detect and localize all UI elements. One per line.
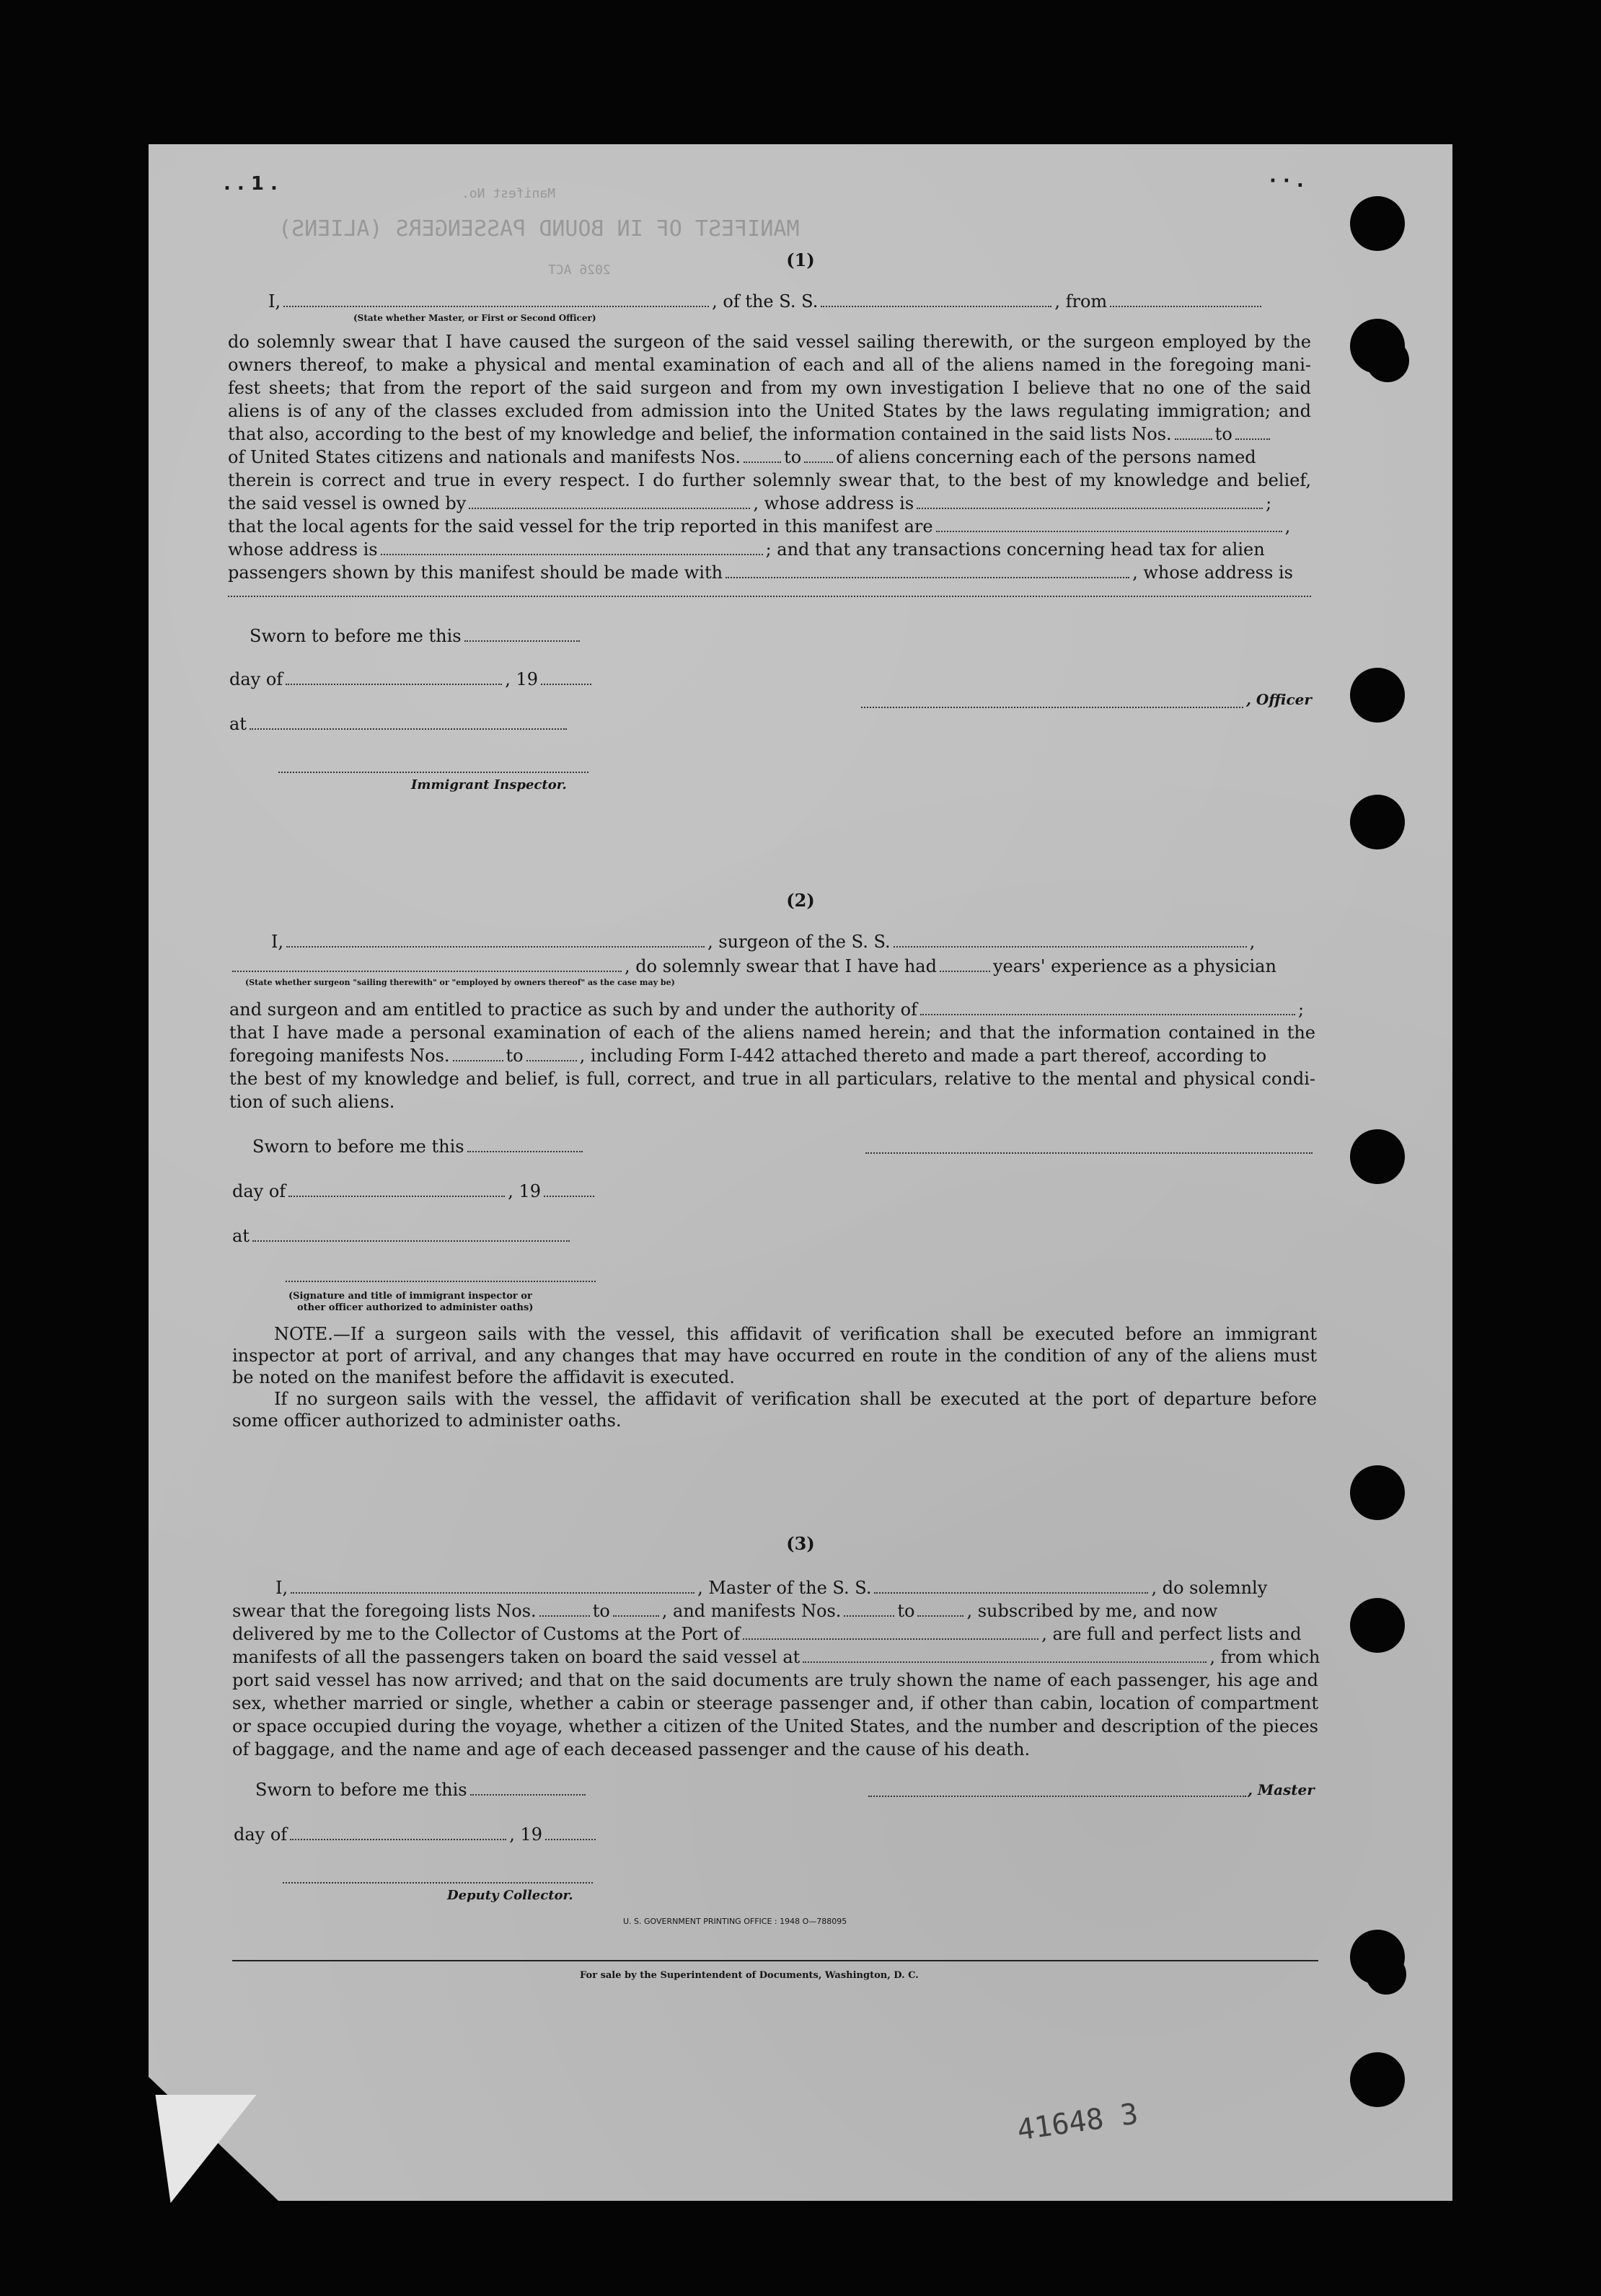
s2-note-line-3: be noted on the manifest before the affidavit is executed.: [232, 1367, 735, 1387]
s2-inspector-sign-line: [286, 1281, 596, 1282]
s1-address-line: [228, 596, 1311, 597]
s1-line-11: [228, 539, 1311, 560]
s1-day-line: [229, 669, 594, 689]
s1-text: to: [1214, 424, 1232, 444]
s2-text: , do solemnly swear that I have had: [625, 956, 937, 976]
s2-note-line-4: If no surgeon sails with the vessel, the affidavit of verification shall be executed at the port of departure before: [274, 1389, 1317, 1409]
s2-note-line-5: some officer authorized to administer oaths.: [232, 1410, 622, 1431]
s2-text: day of: [232, 1181, 286, 1201]
s2-text: ,: [1249, 932, 1256, 952]
s3-line-2: [232, 1601, 1318, 1621]
s1-text: to: [784, 447, 802, 467]
s3-line-3: [232, 1624, 1318, 1644]
s2-sig-note-1: (Signature and title of immigrant inspector or: [288, 1291, 532, 1302]
s2-text: years' experience as a physician: [992, 956, 1276, 976]
s3-collector-label: Deputy Collector.: [447, 1888, 573, 1903]
punch-hole: [1350, 2052, 1405, 2107]
corner-mark-right: · · .: [1269, 170, 1304, 192]
s1-text: that the local agents for the said vessel for the trip reported in this manifest are: [228, 516, 933, 537]
s1-text: ,: [1284, 516, 1291, 537]
s1-text: , whose address is: [753, 493, 914, 513]
s1-inspector-sign-line: [278, 772, 588, 773]
s1-line-1: [268, 291, 1314, 312]
s2-text: , 19: [508, 1181, 541, 1201]
s2-text: , including Form I-442 attached thereto and made a part thereof, according to: [579, 1046, 1267, 1066]
s2-text: I,: [271, 932, 284, 952]
bleed-through-act: 2026 ACT: [548, 262, 611, 278]
footer-rule: [232, 1960, 1318, 1961]
s1-officer-note: (State whether Master, or First or Second Officer): [353, 313, 596, 323]
s2-note-label: NOTE.: [274, 1324, 333, 1344]
section-1-heading: (1): [786, 250, 815, 270]
s1-line-6: [228, 424, 1311, 444]
corner-mark-left: . . 1 .: [224, 173, 278, 195]
s3-text: , do solemnly: [1151, 1578, 1268, 1598]
s2-sworn-line: [252, 1136, 586, 1157]
s3-line-7: or space occupied during the voyage, whether a citizen of the United States, and the number and description of the pieces: [232, 1716, 1318, 1736]
s2-surgeon-note: (State whether surgeon "sailing therewith" or "employed by owners thereof" as the case may be): [245, 978, 675, 987]
s1-text: ; and that any transactions concerning head tax for alien: [765, 539, 1265, 560]
s2-text: Sworn to before me this: [252, 1136, 464, 1157]
s3-text: , and manifests Nos.: [661, 1601, 842, 1621]
punch-hole: [1350, 1598, 1405, 1653]
s1-line-8: therein is correct and true in every respect. I do further solemnly swear that, to the best of my knowledge and belief,: [228, 470, 1311, 490]
stamp-number: 41648 3: [1015, 2097, 1140, 2147]
s3-text: I,: [275, 1578, 288, 1598]
s3-master-label: , Master: [1248, 1781, 1315, 1798]
s1-inspector-label: Immigrant Inspector.: [411, 777, 567, 792]
s3-text: to: [897, 1601, 915, 1621]
s3-master-sign-line: [868, 1796, 1246, 1797]
punch-hole: [1350, 196, 1405, 251]
folded-corner: [155, 2095, 271, 2203]
s2-text: foregoing manifests Nos.: [229, 1046, 450, 1066]
s1-text: of United States citizens and nationals and manifests Nos.: [228, 447, 741, 467]
s1-text: at: [229, 714, 247, 734]
s1-text: , from: [1054, 291, 1108, 312]
s2-sig-note-2: other officer authorized to administer oaths): [297, 1302, 534, 1313]
s1-text: , 19: [505, 669, 538, 689]
s3-text: to: [592, 1601, 610, 1621]
s2-line-2: [229, 956, 1315, 976]
bleed-through-title: MANIFEST OF IN BOUND PASSENGERS (ALIENS): [278, 216, 800, 242]
s1-text: I,: [268, 291, 281, 312]
punch-hole: [1350, 1129, 1405, 1184]
s2-text: to: [506, 1046, 524, 1066]
s2-line-7: tion of such aliens.: [229, 1092, 395, 1112]
s1-line-12: [228, 562, 1311, 583]
s3-line-5: port said vessel has now arrived; and that on the said documents are truly shown the name of each passenger, his age and: [232, 1670, 1318, 1690]
s2-at-line: [232, 1226, 573, 1246]
s3-text: delivered by me to the Collector of Customs at the Port of: [232, 1624, 741, 1644]
s3-sworn-line: [255, 1780, 588, 1800]
s3-text: , 19: [509, 1824, 542, 1845]
s1-text: passengers shown by this manifest should be made with: [228, 562, 723, 583]
s1-sworn-line: [250, 626, 583, 646]
s2-line-6: the best of my knowledge and belief, is full, correct, and true in all particulars, relative to the mental and physical condi-: [229, 1069, 1315, 1089]
s3-line-4: [232, 1647, 1318, 1667]
s1-officer-label: , Officer: [1246, 691, 1312, 708]
punch-hole: [1366, 339, 1409, 382]
s1-text: of aliens concerning each of the persons named: [836, 447, 1256, 467]
s2-note-line-1: [274, 1324, 1317, 1344]
s2-line-3: [229, 999, 1315, 1020]
s3-text: , are full and perfect lists and: [1041, 1624, 1302, 1644]
s1-line-2: do solemnly swear that I have caused the surgeon of the said vessel sailing therewith, or the surgeon employed by the: [228, 332, 1311, 352]
s1-line-3: owners thereof, to make a physical and mental examination of each and all of the aliens named in the foregoing mani-: [228, 355, 1311, 375]
s3-line-6: sex, whether married or single, whether a cabin or steerage passenger and, if other than cabin, location of compartment: [232, 1693, 1318, 1713]
s1-text: , of the S. S.: [712, 291, 819, 312]
s3-text: , Master of the S. S.: [697, 1578, 872, 1598]
s1-line-7: [228, 447, 1311, 467]
s1-line-9: [228, 493, 1311, 513]
s1-text: whose address is: [228, 539, 378, 560]
s3-collector-sign-line: [283, 1882, 593, 1884]
printing-office-line: U. S. GOVERNMENT PRINTING OFFICE : 1948 O—788095: [623, 1917, 847, 1926]
s2-text: at: [232, 1226, 250, 1246]
s1-line-5: aliens is of any of the classes excluded from admission into the United States by the laws regulating immigration; and: [228, 401, 1311, 421]
punch-hole: [1366, 1954, 1406, 1995]
s3-text: day of: [234, 1824, 288, 1845]
s1-text: , whose address is: [1132, 562, 1293, 583]
s3-text: , subscribed by me, and now: [966, 1601, 1218, 1621]
s1-text: the said vessel is owned by: [228, 493, 467, 513]
s1-line-10: [228, 516, 1311, 537]
s1-officer-sign-line: [861, 707, 1243, 708]
punch-hole: [1350, 795, 1405, 849]
bleed-through-manifest-no: Manifest No.: [462, 186, 556, 201]
s1-text: day of: [229, 669, 283, 689]
s3-text: , from which: [1209, 1647, 1320, 1667]
s3-text: manifests of all the passengers taken on board the said vessel at: [232, 1647, 800, 1667]
s2-line-5: [229, 1046, 1315, 1066]
s2-text: , surgeon of the S. S.: [707, 932, 891, 952]
punch-hole: [1350, 668, 1405, 723]
section-3-heading: (3): [786, 1533, 815, 1554]
s3-line-8: of baggage, and the name and age of each deceased passenger and the cause of his death.: [232, 1739, 1031, 1759]
s2-sign-line: [865, 1152, 1313, 1154]
section-2-heading: (2): [786, 890, 815, 911]
s3-text: Sworn to before me this: [255, 1780, 467, 1800]
s1-at-line: [229, 714, 570, 734]
s2-note-line-2: inspector at port of arrival, and any changes that may have occurred en route in the condition of any of the aliens must: [232, 1346, 1317, 1366]
s1-line-4: fest sheets; that from the report of the said surgeon and from my own investigation I believe that no one of the said: [228, 378, 1311, 398]
s2-line-4: that I have made a personal examination of each of the aliens named herein; and that the information contained in the: [229, 1023, 1315, 1043]
s1-text: ;: [1266, 493, 1272, 513]
s1-text: that also, according to the best of my knowledge and belief, the information contained in the said lists Nos.: [228, 424, 1172, 444]
sale-notice: For sale by the Superintendent of Documents, Washington, D. C.: [580, 1970, 919, 1981]
s3-day-line: [234, 1824, 599, 1845]
punch-hole: [1350, 1465, 1405, 1520]
s3-line-1: [275, 1578, 1318, 1598]
s2-text: and surgeon and am entitled to practice as such by and under the authority of: [229, 999, 917, 1020]
s1-text: Sworn to before me this: [250, 626, 462, 646]
s3-text: swear that the foregoing lists Nos.: [232, 1601, 537, 1621]
s2-line-1: [271, 932, 1317, 952]
s2-text: —If a surgeon sails with the vessel, this affidavit of verification shall be executed before an immigrant: [332, 1324, 1317, 1344]
s2-text: ;: [1297, 999, 1305, 1020]
s2-day-line: [232, 1181, 597, 1201]
